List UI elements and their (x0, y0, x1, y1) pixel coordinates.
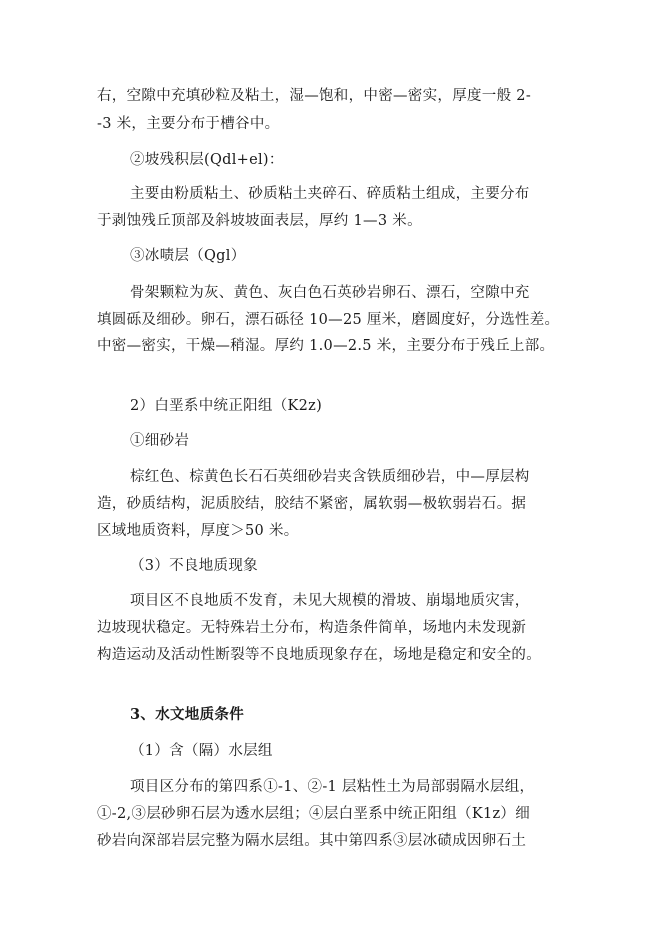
subheading-cretaceous: 2）白垩系中统正阳组（K2z) (130, 398, 323, 414)
subheading-slope-deposit: ②坡残积层(Qdl+el)： (130, 152, 284, 168)
text-line: 构造运动及活动性断裂等不良地质现象存在，场地是稳定和安全的。 (97, 647, 541, 663)
subheading-sandstone: ①细砂岩 (130, 433, 190, 449)
text-line: 造，砂质结构，泥质胶结，胶结不紧密，属软弱—极软弱岩石。据 (97, 496, 527, 512)
text-line: 中密—密实，干燥—稍湿。厚约 1.0—2.5 米，主要分布于残丘上部。 (97, 338, 555, 354)
text-line: 边坡现状稳定。无特殊岩土分布，构造条件简单，场地内未发现新 (97, 620, 527, 636)
text-line: 于剥蚀残丘顶部及斜坡坡面表层，厚约 1—3 米。 (97, 213, 422, 229)
text-line: 主要由粉质粘土、砂质粘土夹碎石、碎质粘土组成，主要分布 (130, 186, 530, 202)
text-line: -3 米，主要分布于槽谷中。 (97, 116, 280, 132)
text-line: 棕红色、棕黄色长石石英细砂岩夹含铁质细砂岩，中—厚层构 (130, 469, 530, 485)
text-line: 砂岩向深部岩层完整为隔水层组。其中第四系③层冰碛成因卵石土 (97, 833, 527, 849)
text-line: 项目区分布的第四系①-1、②-1 层粘性土为局部弱隔水层组， (130, 779, 535, 795)
text-line: 右，空隙中充填砂粒及粘土，湿—饱和，中密—密实，厚度一般 2- (97, 88, 532, 104)
text-line: 填圆砾及细砂。卵石，漂石砾径 10—25 厘米，磨圆度好，分选性差。 (97, 312, 560, 328)
text-line: 区域地质资料，厚度＞50 米。 (97, 523, 299, 539)
text-line: 项目区不良地质不发育，未见大规模的滑坡、崩塌地质灾害， (130, 593, 530, 609)
subheading-aquifer-groups: （1）含（隔）水层组 (130, 743, 273, 759)
text-line: 骨架颗粒为灰、黄色、灰白色石英砂岩卵石、漂石，空隙中充 (130, 285, 530, 301)
section-heading-hydrogeology: 3、水文地质条件 (130, 706, 244, 723)
subheading-adverse-geology: （3）不良地质现象 (130, 558, 258, 574)
subheading-glacial-deposit: ③冰啧层（Qgl） (130, 248, 246, 264)
text-line: ①-2,③层砂卵石层为透水层组；④层白垩系中统正阳组（K1z）细 (97, 806, 531, 822)
